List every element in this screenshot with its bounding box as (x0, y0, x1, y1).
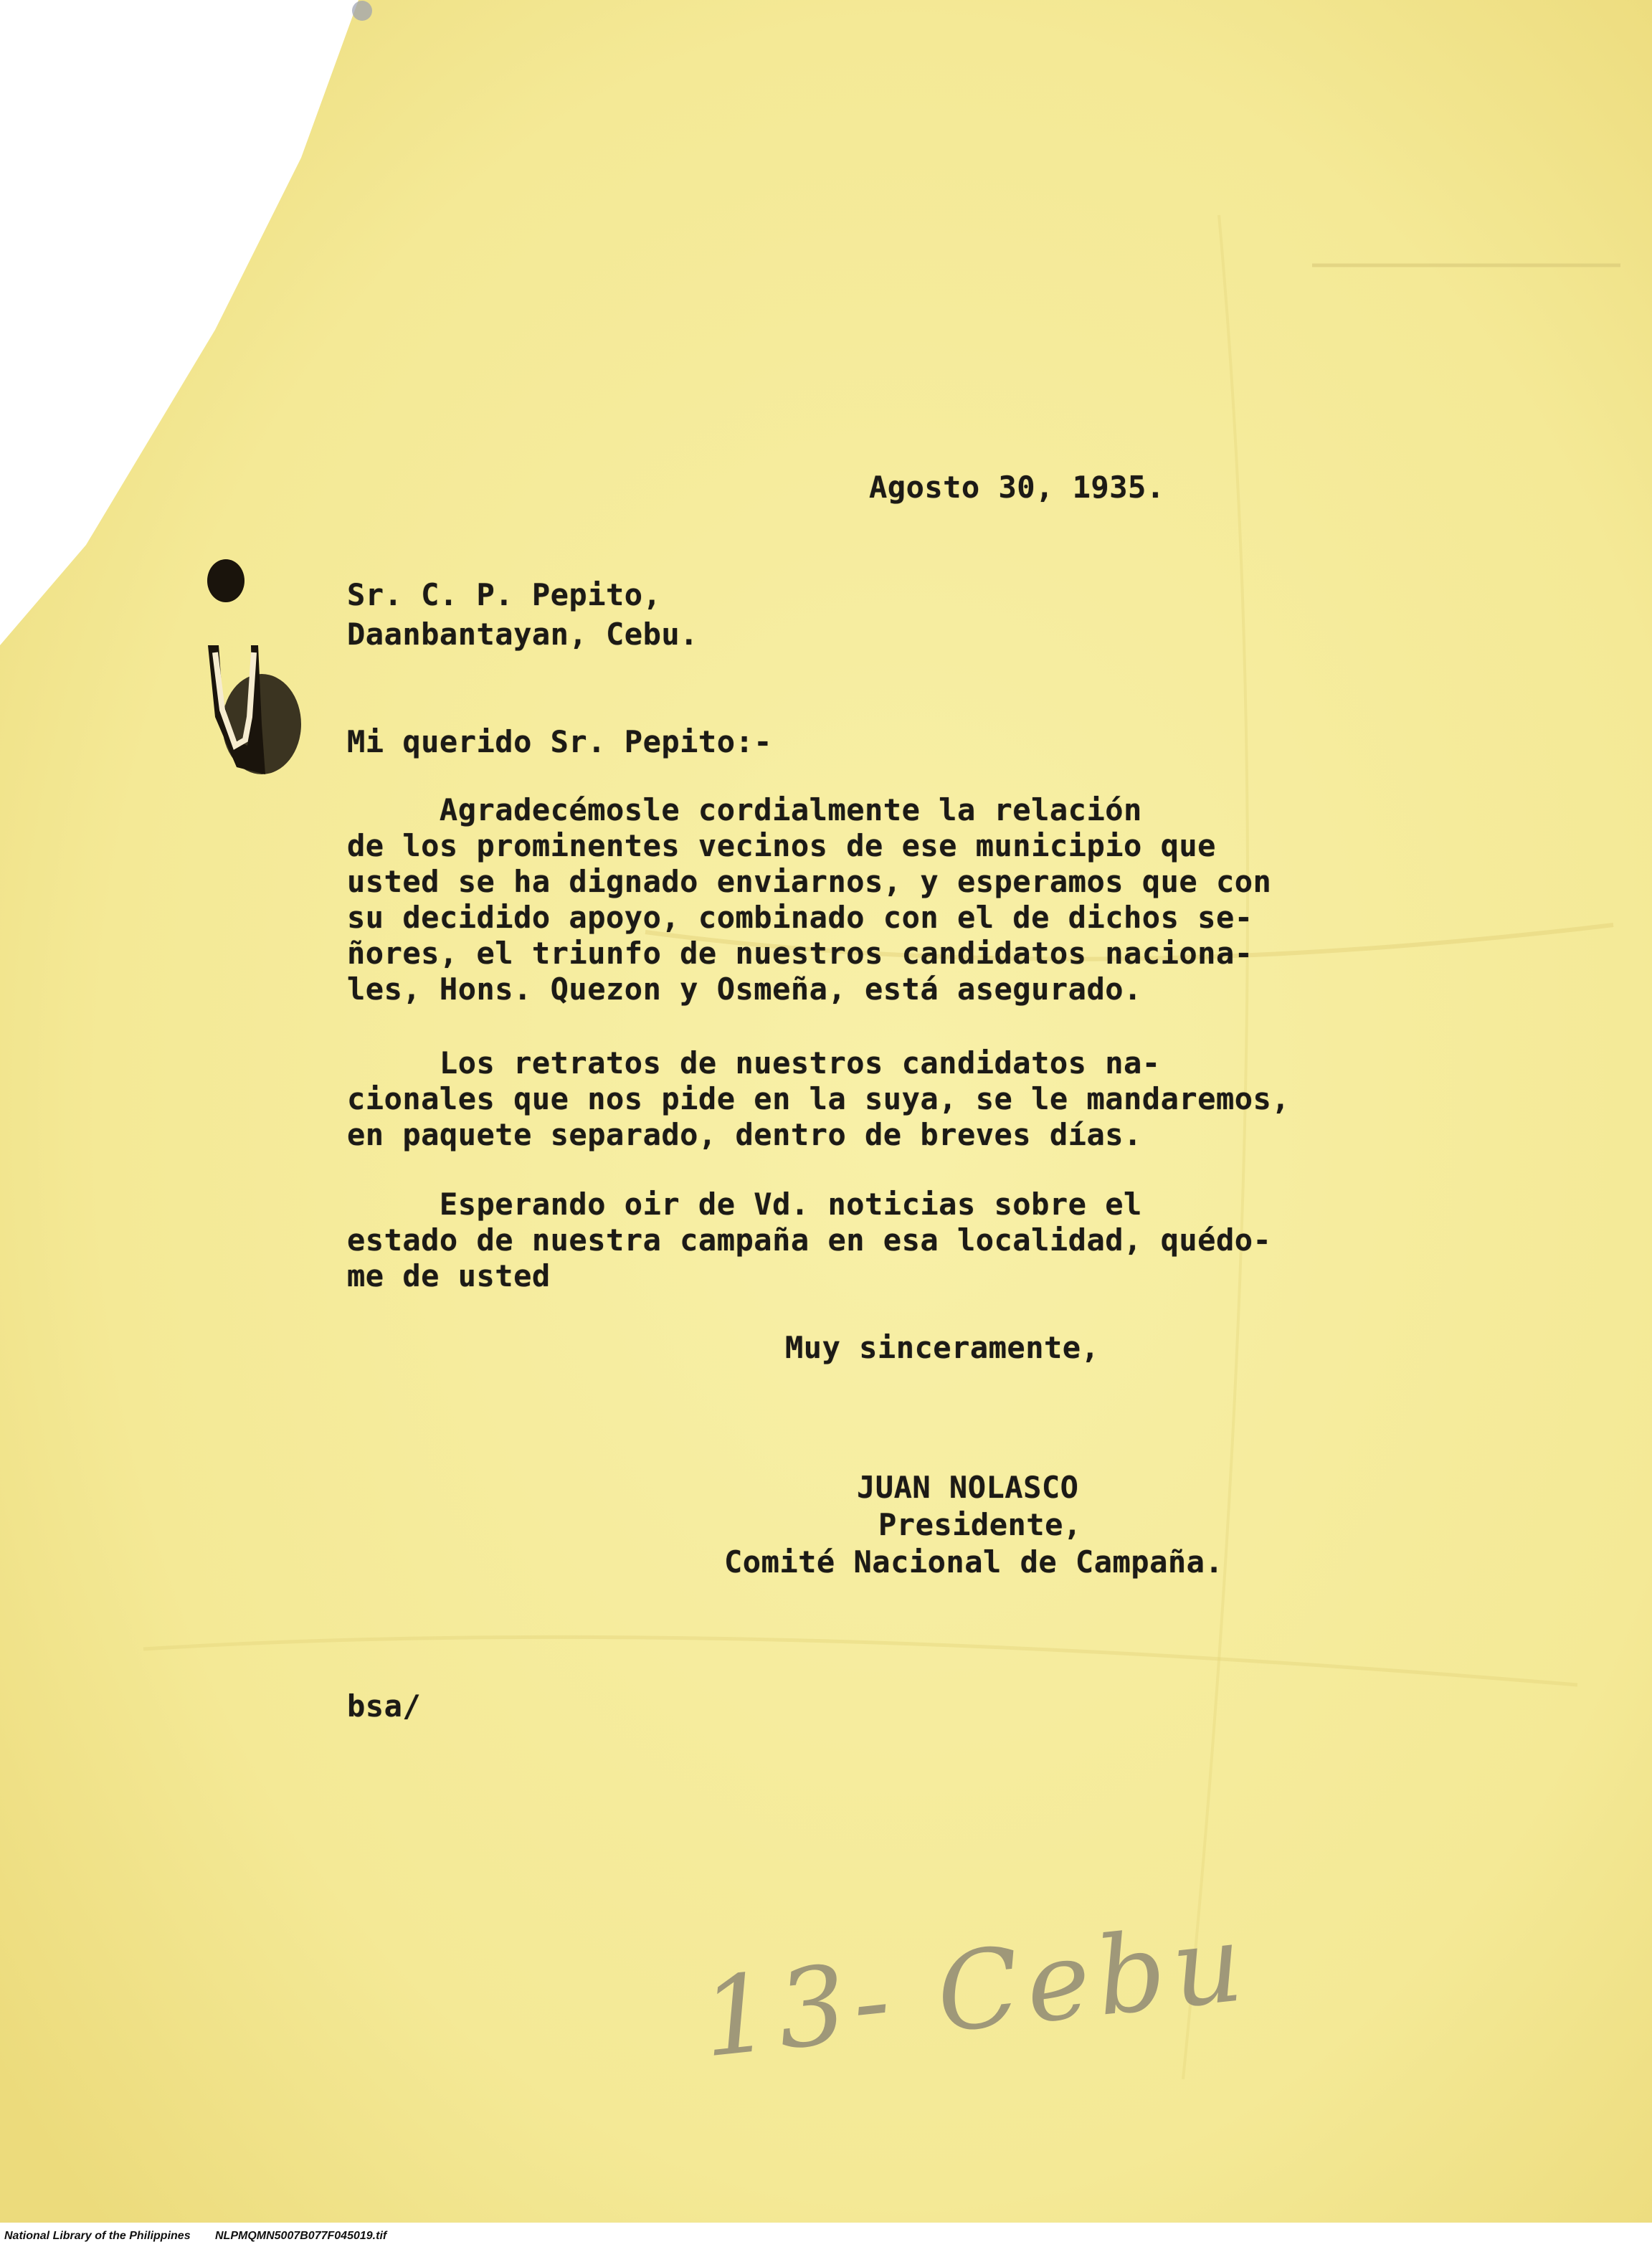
signer-name: JUAN NOLASCO (857, 1470, 1079, 1505)
paragraph-1-line-1: Agradecémosle cordialmente la relación (347, 792, 1142, 827)
addressee-location: Daanbantayan, Cebu. (347, 617, 698, 652)
paragraph-2-line-2: cionales que nos pide en la suya, se le mandaremos, (347, 1081, 1291, 1116)
handwritten-note: 13- Cebu (696, 1900, 1255, 2082)
burn-mark (194, 552, 308, 789)
paragraph-3-line-1: Esperando oir de Vd. noticias sobre el (347, 1187, 1142, 1222)
signer-title: Presidente, (878, 1507, 1082, 1542)
paragraph-2-line-1: Los retratos de nuestros candidatos na- (347, 1045, 1161, 1080)
paragraph-3-line-2: estado de nuestra campaña en esa localidad, quédo- (347, 1222, 1272, 1258)
paragraph-1-line-6: les, Hons. Quezon y Osmeña, está asegurado. (347, 972, 1142, 1007)
closing: Muy sinceramente, (785, 1330, 1100, 1365)
paragraph-3-line-3: me de usted (347, 1258, 551, 1293)
signer-organization: Comité Nacional de Campaña. (724, 1544, 1224, 1579)
paragraph-1-line-4: su decidido apoyo, combinado con el de dichos se- (347, 900, 1253, 935)
paragraph-1-line-5: ñores, el triunfo de nuestros candidatos naciona- (347, 936, 1253, 971)
letter-date: Agosto 30, 1935. (869, 470, 1165, 505)
salutation: Mi querido Sr. Pepito:- (347, 724, 773, 759)
paragraph-1-line-3: usted se ha dignado enviarnos, y esperamos que con (347, 864, 1272, 899)
footer-library-name: National Library of the Philippines (4, 2230, 191, 2242)
typist-initials: bsa/ (347, 1688, 422, 1724)
paragraph-1-line-2: de los prominentes vecinos de ese municipio que (347, 828, 1216, 863)
addressee-name: Sr. C. P. Pepito, (347, 577, 662, 612)
paragraph-2-line-3: en paquete separado, dentro de breves días. (347, 1117, 1142, 1152)
footer-file-id: NLPMQMN5007B077F045019.tif (215, 2230, 387, 2242)
